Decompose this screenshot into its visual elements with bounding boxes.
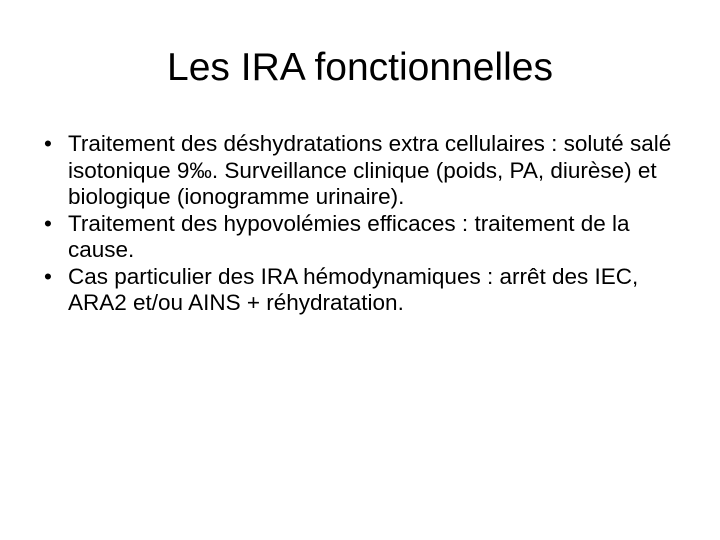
- bullet-item-3: [44, 264, 684, 317]
- bullet-list: [44, 131, 684, 317]
- bullet-item-2: [44, 211, 684, 264]
- slide-title: Les IRA fonctionnelles: [167, 46, 553, 89]
- bullet-dot-icon: •: [44, 210, 52, 236]
- bullet-text-2: Traitement des hypovolémies efficaces : traitement de la cause.: [68, 210, 630, 262]
- bullet-dot-icon: •: [44, 263, 52, 289]
- bullet-text-3: Cas particulier des IRA hémodynamiques : arrêt des IEC, ARA2 et/ou AINS + réhydratation.: [68, 263, 639, 315]
- bullet-dot-icon: •: [44, 131, 52, 156]
- bullet-item-1: [44, 131, 684, 211]
- bullet-text-1: Traitement des déshydratations extra cellulaires : soluté salé isotonique 9‰. Surveillance clinique (poids, PA, diurèse) et biologique (ionogramme urinaire).: [68, 131, 672, 209]
